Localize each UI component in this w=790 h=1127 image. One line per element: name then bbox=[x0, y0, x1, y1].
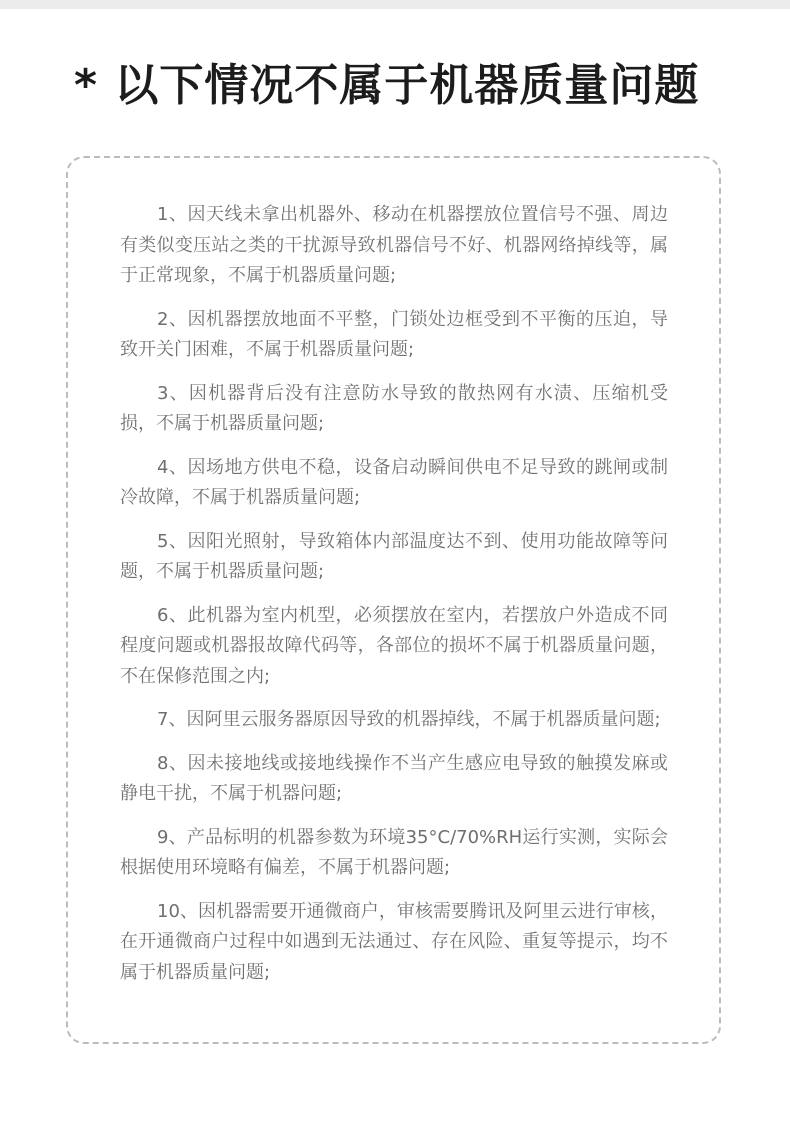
notice-item-2: 2、因机器摆放地面不平整，门锁处边框受到不平衡的压迫，导致开关门困难，不属于机器质量问题; bbox=[120, 308, 668, 360]
notice-item-7: 7、因阿里云服务器原因导致的机器掉线，不属于机器质量问题; bbox=[157, 709, 661, 730]
notice-list bbox=[120, 200, 668, 1001]
notice-item-8: 8、因未接地线或接地线操作不当产生感应电导致的触摸发麻或静电干扰，不属于机器问题; bbox=[120, 752, 668, 804]
notice-item-5: 5、因阳光照射，导致箱体内部温度达不到、使用功能故障等问题，不属于机器质量问题; bbox=[120, 530, 668, 582]
notice-item-4: 4、因场地方供电不稳，设备启动瞬间供电不足导致的跳闸或制冷故障，不属于机器质量问题; bbox=[120, 456, 668, 508]
notice-item-3: 3、因机器背后没有注意防水导致的散热网有水渍、压缩机受损，不属于机器质量问题; bbox=[120, 382, 668, 434]
notice-item-6: 6、此机器为室内机型，必须摆放在室内，若摆放户外造成不同程度问题或机器报故障代码等，各部位的损坏不属于机器质量问题，不在保修范围之内; bbox=[120, 604, 668, 687]
page-title: * 以下情况不属于机器质量问题 bbox=[74, 60, 700, 111]
notice-item-9: 9、产品标明的机器参数为环境35°C/70%RH运行实测，实际会根据使用环境略有偏差，不属于机器问题; bbox=[120, 826, 668, 878]
top-band bbox=[0, 0, 790, 9]
notice-item-1: 1、因天线未拿出机器外、移动在机器摆放位置信号不强、周边有类似变压站之类的干扰源导致机器信号不好、机器网络掉线等，属于正常现象，不属于机器质量问题; bbox=[120, 204, 668, 286]
notice-item-10: 10、因机器需要开通微商户，审核需要腾讯及阿里云进行审核，在开通微商户过程中如遇到无法通过、存在风险、重复等提示，均不属于机器质量问题; bbox=[120, 900, 668, 983]
